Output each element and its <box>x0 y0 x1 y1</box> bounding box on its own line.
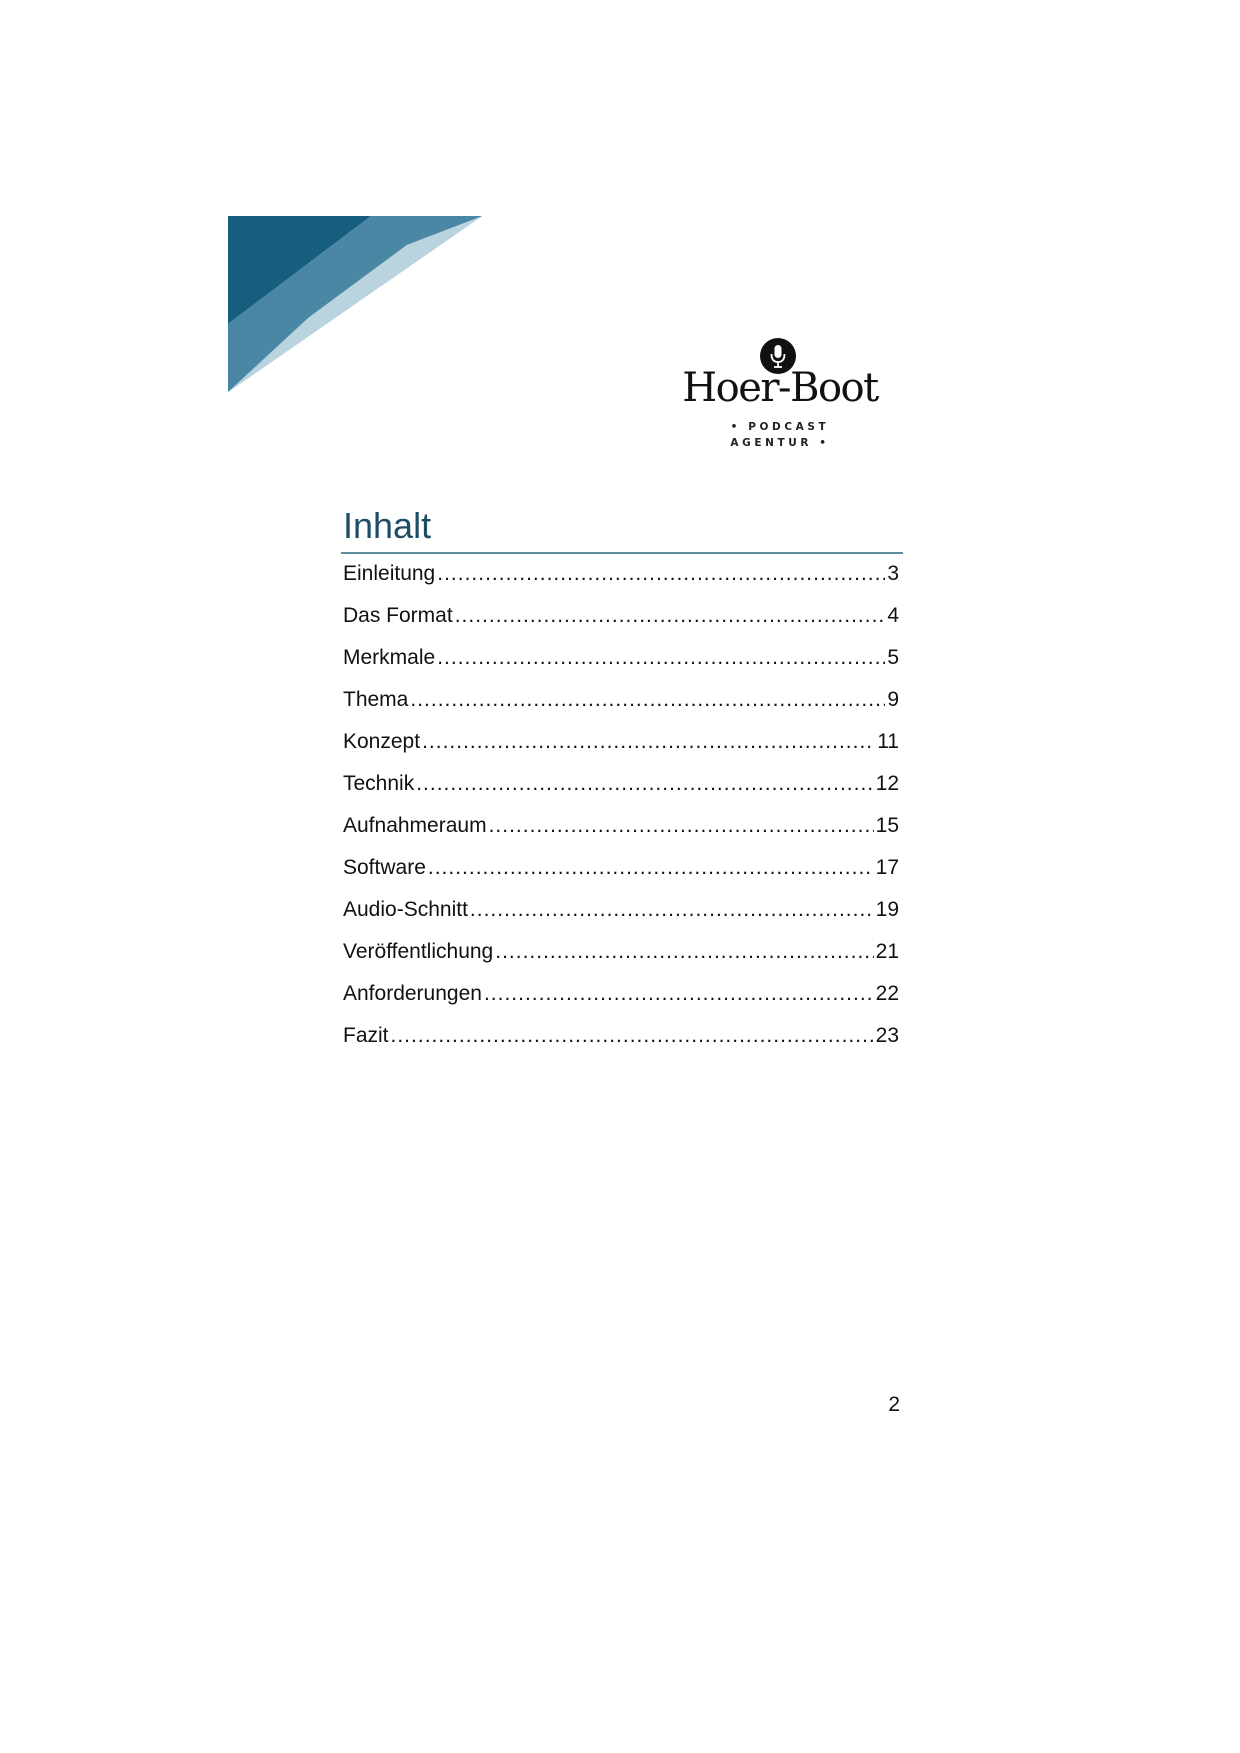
toc-entry-leader <box>416 772 873 796</box>
toc-entry-page: 12 <box>875 772 899 795</box>
toc-entry-page: 11 <box>877 730 899 753</box>
toc-entry-leader <box>470 898 874 922</box>
page-number: 2 <box>888 1393 900 1416</box>
toc-entry-label: Anforderungen <box>343 982 482 1005</box>
toc-entry-label: Merkmale <box>343 646 436 669</box>
toc-entry[interactable] <box>343 604 899 646</box>
toc-entry-page: 19 <box>875 898 899 921</box>
logo-subtitle-line1: • PODCAST <box>730 421 830 433</box>
toc-entry-leader <box>410 688 885 712</box>
toc-entry-page: 3 <box>887 562 899 585</box>
toc-entry-page: 15 <box>875 814 899 837</box>
toc-entry-leader <box>455 604 886 628</box>
toc-entry[interactable] <box>343 772 899 814</box>
toc-title-rule <box>341 552 903 554</box>
toc-entry-label: Einleitung <box>343 562 436 585</box>
toc-entry-leader <box>484 982 874 1006</box>
toc-entry[interactable] <box>343 688 899 730</box>
toc-entry[interactable] <box>343 1024 899 1066</box>
toc-entry-label: Aufnahmeraum <box>343 814 487 837</box>
toc-entry-leader <box>437 562 885 586</box>
toc-entry-leader <box>391 1024 874 1048</box>
toc-entry-label: Konzept <box>343 730 421 753</box>
toc-entry-leader <box>437 646 885 670</box>
toc-entry-page: 17 <box>875 856 899 879</box>
toc-entry-label: Das Format <box>343 604 453 627</box>
toc-entry-label: Audio-Schnitt <box>343 898 468 921</box>
toc-entry-page: 5 <box>887 646 899 669</box>
toc-entry-page: 23 <box>875 1024 899 1047</box>
logo-subtitle-line2: AGENTUR • <box>730 437 830 449</box>
toc-entry-leader <box>422 730 875 754</box>
toc-entry[interactable] <box>343 562 899 604</box>
toc-entry-page: 22 <box>875 982 899 1005</box>
toc-entry[interactable] <box>343 856 899 898</box>
toc-entry-label: Technik <box>343 772 415 795</box>
toc-entry[interactable] <box>343 940 899 982</box>
toc-title: Inhalt <box>343 505 432 546</box>
toc-entry[interactable] <box>343 898 899 940</box>
toc-entry-label: Fazit <box>343 1024 389 1047</box>
corner-decoration <box>228 216 482 392</box>
toc-entry-leader <box>489 814 874 838</box>
toc-entry[interactable] <box>343 730 899 772</box>
toc-entry-page: 21 <box>875 940 899 963</box>
toc-entry-label: Thema <box>343 688 409 711</box>
toc-entry-leader <box>495 940 873 964</box>
toc-entry-page: 9 <box>887 688 899 711</box>
logo-name: Hoer-Boot <box>682 365 878 411</box>
toc-entry-leader <box>428 856 874 880</box>
toc-entry[interactable] <box>343 982 899 1024</box>
toc-entry[interactable] <box>343 814 899 856</box>
hoer-boot-logo <box>680 338 880 456</box>
toc-entry-page: 4 <box>887 604 899 627</box>
toc-list <box>343 562 899 1066</box>
toc-entry-label: Veröffentlichung <box>343 940 494 963</box>
toc-entry-label: Software <box>343 856 426 879</box>
toc-entry[interactable] <box>343 646 899 688</box>
